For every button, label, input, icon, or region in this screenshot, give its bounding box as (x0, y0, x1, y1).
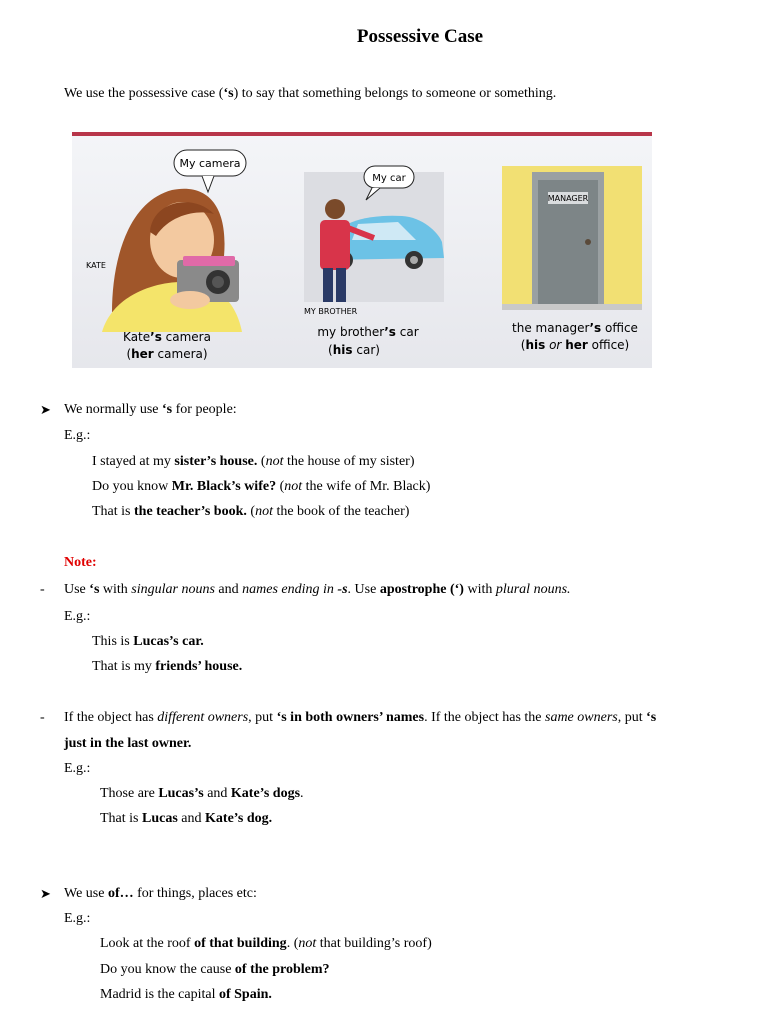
bubble-text-2: My car (372, 173, 406, 184)
bullet2-example-3: Madrid is the capital of Spain. (100, 987, 272, 1002)
dash-bullet-2: - (40, 710, 45, 725)
bullet1-eg: E.g.: (64, 428, 91, 443)
brother-label: MY BROTHER (304, 307, 358, 316)
page-title: Possessive Case (356, 26, 484, 47)
bullet2-example-1: Look at the roof of that building. (not that building’s roof) (100, 936, 432, 951)
door-handle (585, 239, 591, 245)
bullet2-heading: We use of… for things, places etc: (64, 886, 257, 901)
bullet1-example-1: I stayed at my sister’s house. (not the house of my sister) (92, 454, 415, 469)
possessive-illustration (72, 132, 652, 368)
intro-text: We use the possessive case (‘s) to say that something belongs to someone or something. (64, 86, 557, 101)
arrow-bullet-icon: ➤ (40, 403, 51, 418)
bubble-text-1: My camera (179, 157, 241, 170)
caption-kate-1: Kate’s camera (123, 330, 211, 344)
dash-bullet-1: - (40, 582, 45, 597)
dash1-eg: E.g.: (64, 609, 91, 624)
caption-manager-1: the manager’s office (512, 321, 638, 335)
dash2-example-1: Those are Lucas’s and Kate’s dogs. (100, 786, 304, 801)
bullet1-heading: We normally use ‘s for people: (64, 402, 237, 417)
rule-singular-plural: Use ‘s with singular nouns and names ending in -s. Use apostrophe (‘) with plural nouns. (64, 582, 571, 597)
rule-owners-line-2: just in the last owner. (64, 736, 192, 751)
arrow-bullet-icon: ➤ (40, 887, 51, 902)
caption-manager-2: (his or her office) (520, 338, 630, 352)
caption-brother-1: my brother’s car (317, 325, 419, 339)
note-heading: Note: (64, 555, 97, 570)
bullet2-eg: E.g.: (64, 911, 91, 926)
dash1-example-2: That is my friends’ house. (92, 659, 243, 674)
kate-label: KATE (86, 261, 106, 270)
caption-brother-2: (his car) (328, 343, 380, 357)
bullet2-example-2: Do you know the cause of the problem? (100, 962, 330, 977)
door-sign-text: MANAGER (547, 194, 589, 203)
bullet1-example-3: That is the teacher’s book. (not the book of the teacher) (92, 504, 410, 519)
caption-kate-2: (her camera) (126, 347, 208, 361)
rule-owners-line-1: If the object has different owners, put ‘s in both owners’ names. If the object has the same owners, put ‘s (64, 710, 657, 725)
dash1-example-1: This is Lucas’s car. (92, 634, 204, 649)
bullet1-example-2: Do you know Mr. Black’s wife? (not the wife of Mr. Black) (92, 479, 431, 494)
dash2-example-2: That is Lucas and Kate’s dog. (100, 811, 273, 826)
dash2-eg: E.g.: (64, 761, 91, 776)
